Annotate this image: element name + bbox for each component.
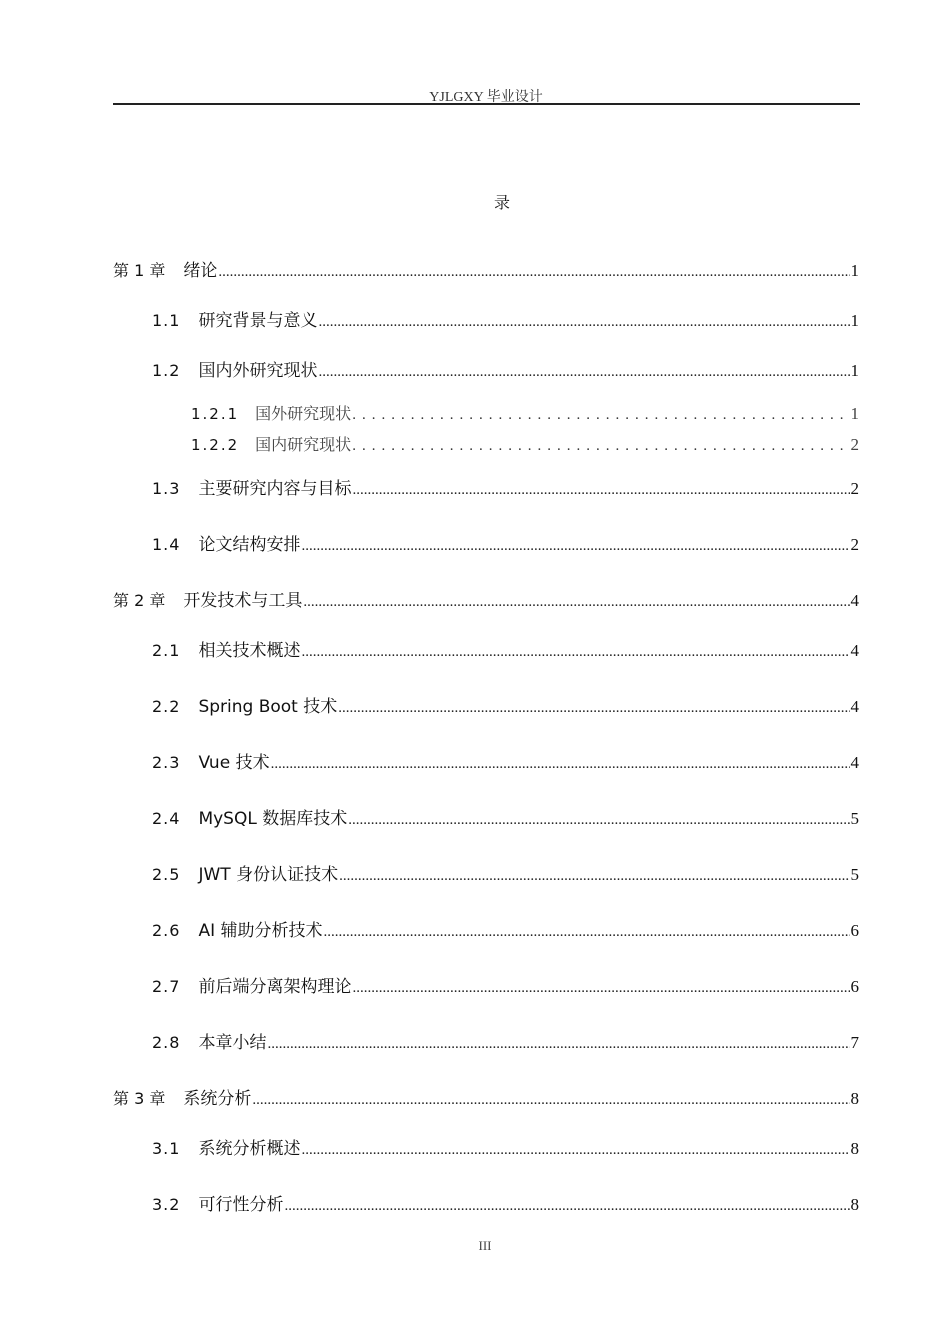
- toc-entry-title: 论文结构安排: [198, 535, 301, 555]
- toc-entry-number: 1.3: [152, 479, 181, 498]
- toc-entry-title: Spring Boot 技术: [198, 697, 338, 717]
- toc-entry-number: 3.2: [152, 1195, 181, 1214]
- dot-leader: [318, 314, 849, 331]
- toc-entry-title: 国内研究现状: [255, 435, 352, 454]
- toc-entry-number: 2.2: [152, 697, 181, 716]
- dot-leader: [352, 407, 849, 424]
- toc-entry-page: 1: [850, 311, 859, 330]
- toc-entry-page: 5: [850, 809, 859, 828]
- dot-leader: [252, 1092, 849, 1109]
- toc-entry-1-3[interactable]: [152, 474, 859, 499]
- toc-entry-page: 1: [850, 404, 859, 423]
- toc-entry-title: AI 辅助分析技术: [198, 921, 323, 941]
- toc-entry-number: 2.6: [152, 921, 181, 940]
- toc-entry-number: 2.4: [152, 809, 181, 828]
- toc-entry-2-3[interactable]: [152, 748, 859, 773]
- dot-leader: [301, 1142, 849, 1159]
- dot-leader: [324, 924, 850, 941]
- toc-entry-page: 8: [850, 1089, 859, 1108]
- toc-entry-title: 相关技术概述: [198, 641, 301, 661]
- page-header: YJLGXY 毕业设计: [429, 90, 543, 105]
- toc-entry-number: 1.4: [152, 535, 181, 554]
- toc-entry-page: 8: [850, 1195, 859, 1214]
- toc-entry-3-1[interactable]: [152, 1134, 859, 1159]
- dot-leader: [218, 264, 849, 281]
- toc-entry-number: 2.1: [152, 641, 181, 660]
- toc-entry-page: 4: [850, 641, 859, 660]
- toc-entry-chapter-3[interactable]: [113, 1084, 859, 1109]
- toc-entry-number: 2.8: [152, 1033, 181, 1052]
- dot-leader: [352, 482, 849, 499]
- toc-entry-number: 2.7: [152, 977, 181, 996]
- toc-entry-title: 绪论: [183, 261, 218, 281]
- dot-leader: [267, 1036, 849, 1053]
- toc-entry-page: 1: [850, 361, 859, 380]
- toc-entry-title: 可行性分析: [198, 1195, 284, 1215]
- toc-entry-2-4[interactable]: [152, 804, 859, 829]
- toc-entry-chapter-2[interactable]: [113, 586, 859, 611]
- toc-entry-2-2[interactable]: [152, 692, 859, 717]
- toc-entry-page: 4: [850, 753, 859, 772]
- toc-entry-title: Vue 技术: [198, 753, 270, 773]
- toc-entry-1-2-1[interactable]: [191, 401, 859, 424]
- toc-entry-title: MySQL 数据库技术: [198, 809, 348, 829]
- toc-entry-title: 主要研究内容与目标: [198, 479, 352, 499]
- toc-entry-number: 2.5: [152, 865, 181, 884]
- dot-leader: [318, 364, 849, 381]
- toc-entry-number: 第 1 章: [113, 261, 166, 280]
- toc-entry-page: 2: [850, 535, 859, 554]
- toc-entry-2-6[interactable]: [152, 916, 859, 941]
- toc-entry-3-2[interactable]: [152, 1190, 859, 1215]
- toc-entry-1-4[interactable]: [152, 530, 859, 555]
- toc-entry-page: 2: [850, 479, 859, 498]
- dot-leader: [339, 868, 849, 885]
- dot-leader: [303, 594, 849, 611]
- dot-leader: [284, 1198, 849, 1215]
- toc-entry-page: 4: [850, 697, 859, 716]
- toc-entry-number: 1.2: [152, 361, 181, 380]
- toc-entry-page: 6: [850, 921, 859, 940]
- toc-entry-page: 6: [850, 977, 859, 996]
- dot-leader: [348, 812, 849, 829]
- toc-entry-2-1[interactable]: [152, 636, 859, 661]
- toc-entry-number: 第 2 章: [113, 591, 166, 610]
- toc-entry-number: 1.2.2: [191, 436, 240, 454]
- toc-title: 录: [493, 195, 510, 212]
- toc-entry-title: 前后端分离架构理论: [198, 977, 352, 997]
- dot-leader: [352, 980, 849, 997]
- toc-entry-1-2-2[interactable]: [191, 432, 859, 455]
- toc-entry-2-8[interactable]: [152, 1028, 859, 1053]
- toc-entry-2-5[interactable]: [152, 860, 859, 885]
- toc-entry-title: 开发技术与工具: [183, 591, 303, 611]
- toc-entry-page: 5: [850, 865, 859, 884]
- toc-entry-title: 本章小结: [198, 1033, 267, 1053]
- dot-leader: [301, 644, 849, 661]
- toc-entry-page: 1: [850, 261, 859, 280]
- toc-entry-1-1[interactable]: [152, 306, 859, 331]
- toc-entry-page: 7: [850, 1033, 859, 1052]
- toc-entry-number: 3.1: [152, 1139, 181, 1158]
- toc-entry-number: 1.1: [152, 311, 181, 330]
- toc-entry-chapter-1[interactable]: [113, 256, 859, 281]
- page-number: III: [478, 1238, 492, 1253]
- toc-entry-title: 研究背景与意义: [198, 311, 318, 331]
- toc-entry-2-7[interactable]: [152, 972, 859, 997]
- toc-entry-number: 第 3 章: [113, 1089, 166, 1108]
- dot-leader: [352, 438, 849, 455]
- toc-entry-title: JWT 身份认证技术: [198, 865, 339, 885]
- toc-entry-number: 2.3: [152, 753, 181, 772]
- toc-entry-title: 国外研究现状: [255, 404, 352, 423]
- header-rule: [113, 103, 860, 105]
- dot-leader: [301, 538, 849, 555]
- dot-leader: [338, 700, 849, 717]
- toc-entry-number: 1.2.1: [191, 405, 240, 423]
- toc-entry-page: 8: [850, 1139, 859, 1158]
- toc-entry-1-2[interactable]: [152, 356, 859, 381]
- toc-entry-title: 国内外研究现状: [198, 361, 318, 381]
- toc-entry-page: 4: [850, 591, 859, 610]
- toc-entry-title: 系统分析概述: [198, 1139, 301, 1159]
- toc-entry-title: 系统分析: [183, 1089, 252, 1109]
- toc-entry-page: 2: [850, 435, 859, 454]
- dot-leader: [271, 756, 850, 773]
